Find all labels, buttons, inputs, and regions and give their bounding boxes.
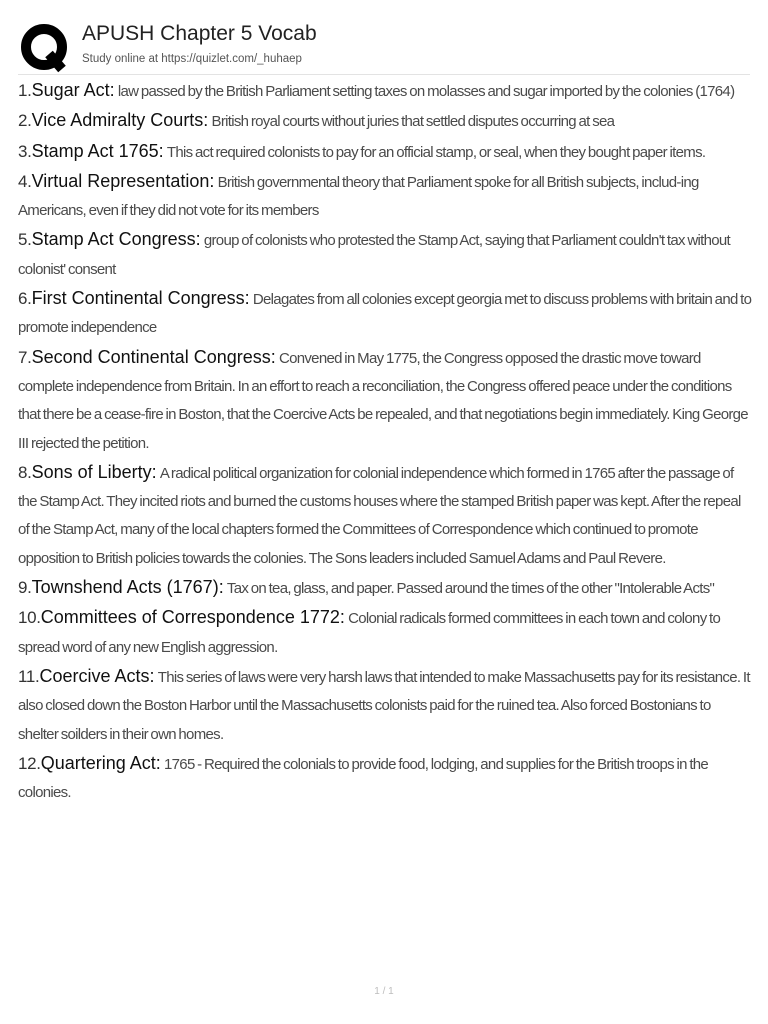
term-number: 1. (18, 81, 32, 100)
term-word: Sons of Liberty: (31, 461, 157, 482)
term-number: 8. (18, 462, 32, 482)
term-definition: Tax on tea, glass, and paper. Passed around the times of the other "Intolerable Acts" (226, 580, 715, 598)
term-number: 9. (18, 578, 32, 598)
term-number: 3. (18, 141, 32, 161)
term-item (18, 749, 752, 808)
term-word: Vice Admiralty Courts: (31, 110, 209, 131)
term-definition: Delagates from all colonies except georgia met to discuss problems with britain and to promote independence (18, 291, 752, 337)
term-item (18, 225, 752, 284)
term-item (18, 284, 752, 343)
term-definition: British royal courts without juries that settled disputes occurring at sea (211, 113, 615, 131)
term-item (18, 603, 752, 662)
term-definition: Colonial radicals formed committees in each town and colony to spread word of any new English aggression. (18, 610, 721, 656)
term-word: First Continental Congress: (31, 288, 250, 309)
term-word: Quartering Act: (40, 752, 161, 773)
term-number: 5. (18, 230, 32, 250)
term-number: 11. (18, 666, 40, 686)
term-word: Stamp Act Congress: (31, 229, 201, 250)
term-number: 10. (18, 608, 41, 628)
term-item (18, 137, 752, 167)
term-item (18, 106, 752, 136)
term-number: 6. (18, 289, 32, 309)
term-definition: group of colonists who protested the Stamp Act, saying that Parliament couldn't tax without colonist' consent (18, 232, 731, 278)
term-definition: A radical political organization for colonial independence which formed in 1765 after the passage of the Stamp Act. They incited riots and burned the customs houses where the stamped British paper was kept. After the repeal of the Stamp Act, many of the local chapters formed the Committees of Correspondence which continued to promote opposition to British policies towards the colonies. The Sons leaders included Samuel Adams and Paul Revere. (18, 464, 741, 567)
term-number: 2. (18, 111, 32, 131)
term-word: Townshend Acts (1767): (31, 577, 224, 598)
term-definition: This series of laws were very harsh laws that intended to make Massachusetts pay for its resistance. It also closed down the Boston Harbor until the Massachusetts colonists paid for the ruined tea. Also forced Bostonians to shelter soilders in their own homes. (18, 668, 750, 743)
term-item (18, 458, 752, 573)
term-item (18, 662, 752, 749)
term-item (18, 167, 752, 226)
document-title: APUSH Chapter 5 Vocab (82, 22, 317, 45)
term-definition: Convened in May 1775, the Congress opposed the drastic move toward complete independence from Britain. In an effort to reach a reconciliation, the Congress offered peace under the conditions that there be a cease-fire in Boston, that the Coercive Acts be repealed, and that negotiations begin immediately. King George III rejected the petition. (18, 349, 748, 452)
term-word: Virtual Representation: (31, 170, 215, 191)
term-number: 4. (18, 171, 32, 191)
term-definition: This act required colonists to pay for an official stamp, or seal, when they bought paper items. (166, 143, 706, 161)
document-header (18, 20, 750, 75)
term-item (18, 343, 752, 458)
term-word: Second Continental Congress: (31, 346, 276, 367)
term-word: Sugar Act: (31, 80, 115, 100)
term-definition: 1765 - Required the colonials to provide food, lodging, and supplies for the British troops in the colonies. (18, 755, 709, 802)
term-number: 12. (18, 753, 41, 773)
term-item (18, 76, 752, 106)
page-number: 1 / 1 (374, 986, 394, 997)
term-word: Committees of Correspondence 1772: (40, 607, 345, 628)
term-item (18, 573, 752, 603)
document-subtitle: Study online at https://quizlet.com/_huhaep (82, 53, 302, 65)
term-definition: law passed by the British Parliament setting taxes on molasses and sugar imported by the colonies (1764) (117, 83, 735, 100)
term-definition: British governmental theory that Parliament spoke for all British subjects, includ-ing Americans, even if they did not vote for its members (18, 173, 699, 220)
term-word: Coercive Acts: (39, 665, 155, 686)
term-word: Stamp Act 1765: (31, 140, 164, 161)
quizlet-logo-icon (18, 22, 70, 74)
term-list (18, 76, 752, 807)
term-number: 7. (18, 347, 32, 367)
